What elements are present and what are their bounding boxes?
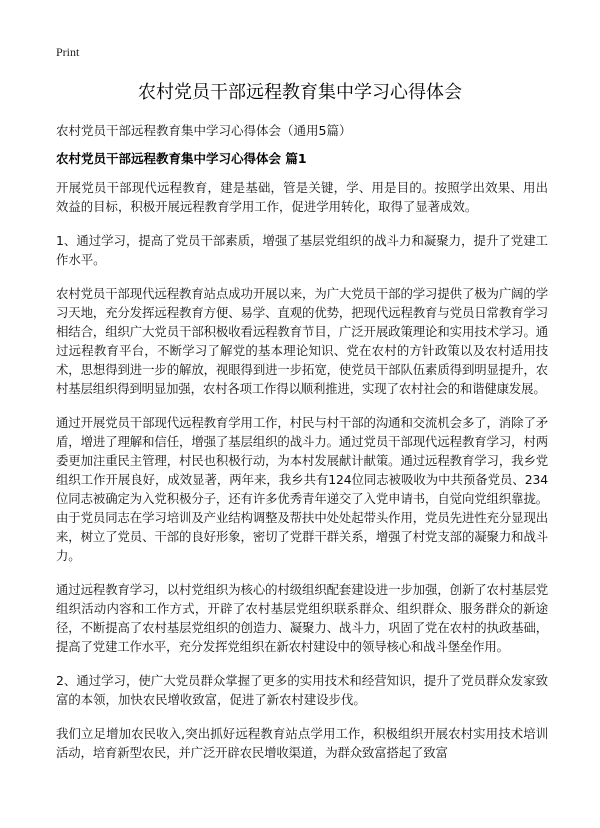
paragraph-intro: 开展党员干部现代远程教育，建是基础，管是关键，学、用是目的。按照学出效果、用出效益的目标，积极开展远程教育学用工作，促进学用转化，取得了显著成效。 [56, 180, 548, 214]
article-body [56, 178, 548, 777]
paragraph-body: 农村党员干部现代远程教育站点成功开展以来，为广大党员干部的学习提供了极为广阔的学习天地，充分发挥远程教育方便、易学、直观的优势，把现代远程教育与党员日常教育学习相结合，组织广大党员干部积极收看远程教育节目，广泛开展政策理论和实用技术学习。通过远程教育平台，不断学习了解党的基本理论知识、党在农村的方针政策以及农村适用技术，思想得到进一步的解放，视眼得到进一步拓宽，使党员干部队伍素质得到明显提升，农村基层组织得到明显加强，农村各项工作得以顺利推进，实现了农村社会的和谐健康发展。 [56, 286, 548, 396]
paragraph-body: 我们立足增加农民收入,突出抓好远程教育站点学用工作，积极组织开展农村实用技术培训活动，培育新型农民，并广泛开辟农民增收渠道，为群众致富搭起了致富 [56, 726, 548, 760]
paragraph-point-1: 1、通过学习，提高了党员干部素质，增强了基层党组织的战斗力和凝聚力，提升了党建工作水平。 [56, 233, 548, 267]
document-subtitle: 农村党员干部远程教育集中学习心得体会（通用5篇） [56, 123, 352, 138]
paragraph-body: 通过远程教育学习，以村党组织为核心的村级组织配套建设进一步加强，创新了农村基层党组织活动内容和工作方式，开辟了农村基层党组织联系群众、组织群众、服务群众的新途径，不断提高了农村基层党组织的创造力、凝聚力、战斗力，巩固了党在农村的执政基础，提高了党建工作水平，充分发挥党组织在新农村建设中的领导核心和战斗堡垒作用。 [56, 582, 548, 654]
paragraph-body: 通过开展党员干部现代远程教育学用工作，村民与村干部的沟通和交流机会多了，消除了矛盾，增进了理解和信任，增强了基层组织的战斗力。通过党员干部现代远程教育学习，村两委更加注重民主管理，村民也积极行动，为本村发展献计献策。通过远程教育学习，我乡党组织工作开展良好，成效显著，两年来，我乡共有124位同志被吸收为中共预备党员、234位同志被确定为入党积极分子，还有许多优秀青年递交了入党申请书，自觉向党组织靠拢。由于党员同志在学习培训及产业结构调整及帮扶中处处起带头作用，党员先进性充分显现出来，树立了党员、干部的良好形象，密切了党群干群关系，增强了村党支部的凝聚力和战斗力。 [56, 415, 548, 563]
paragraph-point-2: 2、通过学习，使广大党员群众掌握了更多的实用技术和经营知识，提升了党员群众发家致富的本领，加快农民增收致富，促进了新农村建设步伐。 [56, 673, 548, 707]
section-heading: 农村党员干部远程教育集中学习心得体会 篇1 [56, 151, 307, 166]
print-link[interactable]: Print [56, 45, 80, 59]
page-title: 农村党员干部远程教育集中学习心得体会 [138, 82, 462, 103]
